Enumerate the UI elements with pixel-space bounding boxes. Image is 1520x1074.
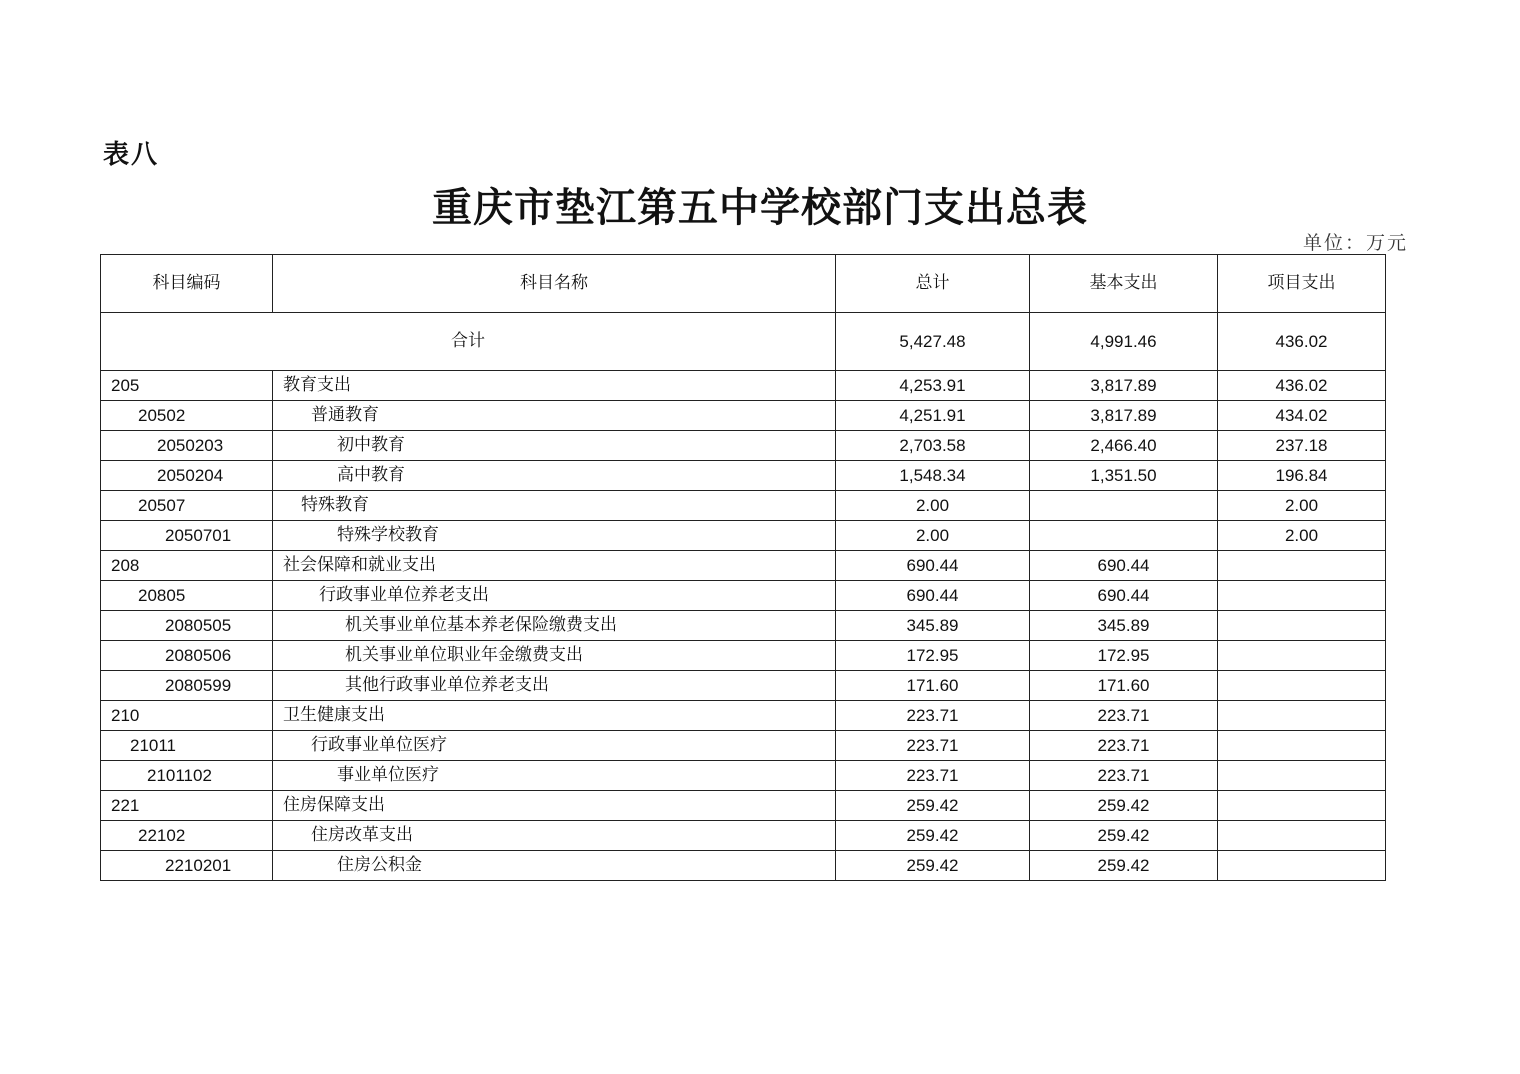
row-basic: 171.60 xyxy=(1030,671,1218,701)
row-code: 2050203 xyxy=(101,431,273,461)
row-total: 259.42 xyxy=(836,791,1030,821)
total-label: 合计 xyxy=(101,313,836,371)
row-project: 2.00 xyxy=(1218,521,1386,551)
row-code: 210 xyxy=(101,701,273,731)
header-row xyxy=(101,255,1386,313)
row-total: 690.44 xyxy=(836,581,1030,611)
row-total: 172.95 xyxy=(836,641,1030,671)
row-name: 行政事业单位养老支出 xyxy=(273,581,836,611)
row-name: 其他行政事业单位养老支出 xyxy=(273,671,836,701)
row-name: 教育支出 xyxy=(273,371,836,401)
row-name: 普通教育 xyxy=(273,401,836,431)
row-total: 223.71 xyxy=(836,701,1030,731)
row-code: 2080506 xyxy=(101,641,273,671)
row-basic: 172.95 xyxy=(1030,641,1218,671)
row-basic: 3,817.89 xyxy=(1030,401,1218,431)
row-name: 事业单位医疗 xyxy=(273,761,836,791)
table-row xyxy=(101,431,1386,461)
row-total: 4,251.91 xyxy=(836,401,1030,431)
total-sum: 5,427.48 xyxy=(836,313,1030,371)
row-total: 223.71 xyxy=(836,731,1030,761)
row-basic: 223.71 xyxy=(1030,731,1218,761)
row-code: 2210201 xyxy=(101,851,273,881)
row-name: 机关事业单位职业年金缴费支出 xyxy=(273,641,836,671)
expenditure-table xyxy=(100,254,1386,881)
header-subject-code: 科目编码 xyxy=(101,255,273,313)
row-basic: 3,817.89 xyxy=(1030,371,1218,401)
table-row xyxy=(101,581,1386,611)
row-code: 2080505 xyxy=(101,611,273,641)
row-total: 171.60 xyxy=(836,671,1030,701)
row-name: 行政事业单位医疗 xyxy=(273,731,836,761)
row-project xyxy=(1218,551,1386,581)
table-row xyxy=(101,731,1386,761)
table-row xyxy=(101,821,1386,851)
row-name: 住房公积金 xyxy=(273,851,836,881)
row-project xyxy=(1218,641,1386,671)
table-row xyxy=(101,791,1386,821)
row-project xyxy=(1218,581,1386,611)
row-project xyxy=(1218,731,1386,761)
row-total: 345.89 xyxy=(836,611,1030,641)
row-project xyxy=(1218,611,1386,641)
row-basic: 259.42 xyxy=(1030,821,1218,851)
row-basic xyxy=(1030,521,1218,551)
table-row xyxy=(101,701,1386,731)
row-code: 2050701 xyxy=(101,521,273,551)
row-code: 20507 xyxy=(101,491,273,521)
document-title: 重庆市垫江第五中学校部门支出总表 xyxy=(432,184,1088,231)
row-total: 259.42 xyxy=(836,821,1030,851)
row-project xyxy=(1218,671,1386,701)
unit-label: 单位：万元 xyxy=(1302,232,1408,254)
row-basic: 1,351.50 xyxy=(1030,461,1218,491)
row-name: 初中教育 xyxy=(273,431,836,461)
row-name: 卫生健康支出 xyxy=(273,701,836,731)
row-name: 机关事业单位基本养老保险缴费支出 xyxy=(273,611,836,641)
header-project-expenditure: 项目支出 xyxy=(1218,255,1386,313)
row-code: 21011 xyxy=(101,731,273,761)
row-name: 高中教育 xyxy=(273,461,836,491)
row-code: 2050204 xyxy=(101,461,273,491)
table-row xyxy=(101,491,1386,521)
total-project: 436.02 xyxy=(1218,313,1386,371)
row-name: 特殊教育 xyxy=(273,491,836,521)
table-row xyxy=(101,461,1386,491)
table-row xyxy=(101,371,1386,401)
row-project: 196.84 xyxy=(1218,461,1386,491)
row-project xyxy=(1218,851,1386,881)
header-subject-name: 科目名称 xyxy=(273,255,836,313)
row-basic: 345.89 xyxy=(1030,611,1218,641)
table-row xyxy=(101,551,1386,581)
row-code: 22102 xyxy=(101,821,273,851)
total-basic: 4,991.46 xyxy=(1030,313,1218,371)
header-basic-expenditure: 基本支出 xyxy=(1030,255,1218,313)
row-name: 特殊学校教育 xyxy=(273,521,836,551)
row-basic xyxy=(1030,491,1218,521)
row-basic: 690.44 xyxy=(1030,581,1218,611)
row-basic: 259.42 xyxy=(1030,851,1218,881)
row-code: 20805 xyxy=(101,581,273,611)
row-project xyxy=(1218,821,1386,851)
header-total: 总计 xyxy=(836,255,1030,313)
row-project: 434.02 xyxy=(1218,401,1386,431)
row-project: 237.18 xyxy=(1218,431,1386,461)
row-code: 20502 xyxy=(101,401,273,431)
row-name: 住房保障支出 xyxy=(273,791,836,821)
table-row xyxy=(101,521,1386,551)
row-basic: 223.71 xyxy=(1030,701,1218,731)
row-basic: 2,466.40 xyxy=(1030,431,1218,461)
row-basic: 690.44 xyxy=(1030,551,1218,581)
row-project xyxy=(1218,761,1386,791)
row-project: 2.00 xyxy=(1218,491,1386,521)
row-project xyxy=(1218,791,1386,821)
row-total: 4,253.91 xyxy=(836,371,1030,401)
row-code: 2101102 xyxy=(101,761,273,791)
row-total: 2.00 xyxy=(836,491,1030,521)
row-total: 2.00 xyxy=(836,521,1030,551)
row-code: 2080599 xyxy=(101,671,273,701)
table-row xyxy=(101,851,1386,881)
row-name: 住房改革支出 xyxy=(273,821,836,851)
table-row xyxy=(101,761,1386,791)
table-row xyxy=(101,611,1386,641)
row-name: 社会保障和就业支出 xyxy=(273,551,836,581)
row-total: 690.44 xyxy=(836,551,1030,581)
row-total: 2,703.58 xyxy=(836,431,1030,461)
table-row xyxy=(101,641,1386,671)
row-project: 436.02 xyxy=(1218,371,1386,401)
table-row xyxy=(101,401,1386,431)
total-row xyxy=(101,313,1386,371)
row-project xyxy=(1218,701,1386,731)
row-total: 223.71 xyxy=(836,761,1030,791)
table-row xyxy=(101,671,1386,701)
row-basic: 259.42 xyxy=(1030,791,1218,821)
row-code: 208 xyxy=(101,551,273,581)
table-number-label: 表八 xyxy=(103,140,160,170)
row-total: 1,548.34 xyxy=(836,461,1030,491)
row-code: 221 xyxy=(101,791,273,821)
row-code: 205 xyxy=(101,371,273,401)
row-basic: 223.71 xyxy=(1030,761,1218,791)
row-total: 259.42 xyxy=(836,851,1030,881)
